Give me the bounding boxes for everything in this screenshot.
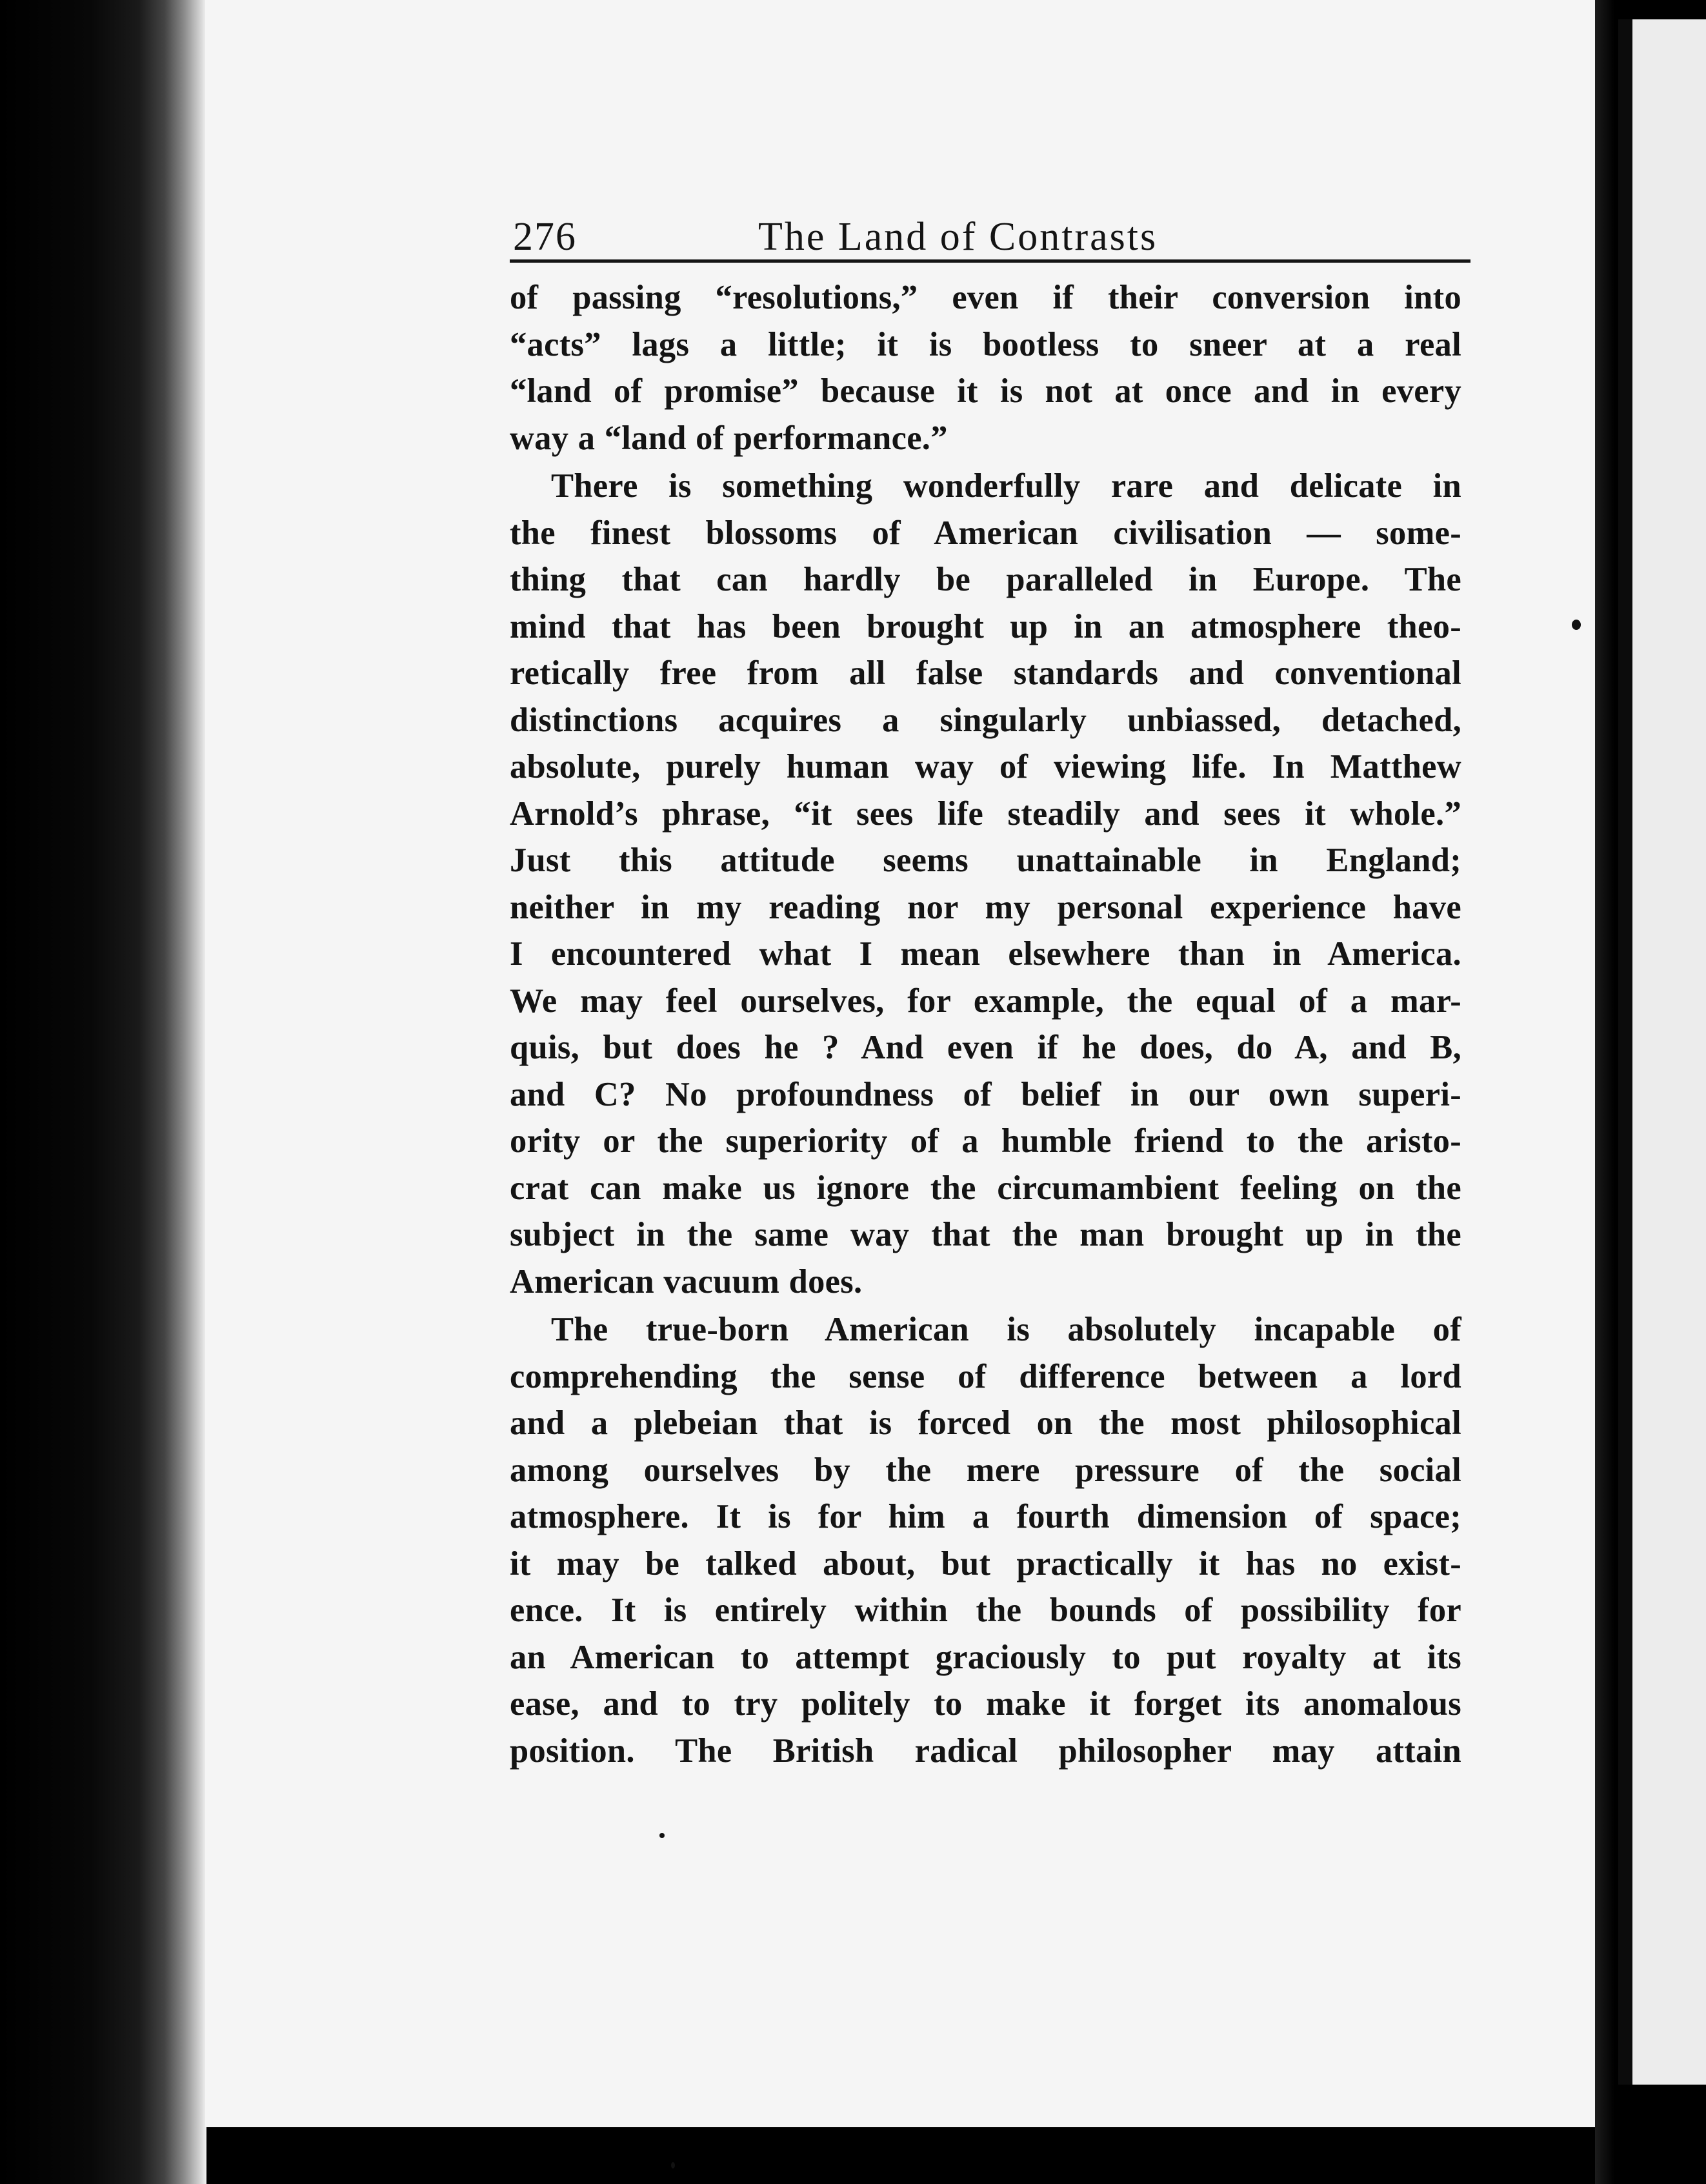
book-binding-shadow	[0, 0, 206, 2184]
text-line: crat can make us ignore the circumambient feeling on the	[510, 1169, 1461, 1207]
text-line: it may be talked about, but practically it has no exist-	[510, 1544, 1461, 1582]
text-line: atmosphere. It is for him a fourth dimension of space;	[510, 1498, 1461, 1535]
text-line: an American to attempt graciously to put royalty at its	[510, 1638, 1461, 1676]
text-line: retically free from all false standards and conventional	[510, 654, 1461, 692]
body-text	[510, 274, 1461, 1774]
text-line: I encountered what I mean elsewhere than in America.	[510, 935, 1461, 973]
text-line: The true-born American is absolutely incapable of	[551, 1311, 1461, 1348]
running-head	[510, 213, 1470, 263]
page-number: 276	[513, 215, 577, 259]
paragraph	[510, 463, 1461, 1305]
text-line: and a plebeian that is forced on the most philosophical	[510, 1404, 1461, 1442]
text-line: comprehending the sense of difference between a lord	[510, 1357, 1461, 1395]
text-line: way a “land of performance.”	[510, 419, 948, 457]
text-line: position. The British radical philosopher may attain	[510, 1732, 1461, 1770]
text-line: Arnold’s phrase, “it sees life steadily and sees it whole.”	[510, 794, 1461, 833]
text-line: among ourselves by the mere pressure of the social	[510, 1451, 1461, 1489]
text-line: ority or the superiority of a humble friend to the aristo-	[510, 1122, 1461, 1160]
running-head-title: The Land of Contrasts	[758, 215, 1158, 259]
adjacent-page-edge	[1618, 19, 1632, 2085]
text-line: neither in my reading nor my personal experience have	[510, 888, 1461, 926]
text-line: absolute, purely human way of viewing life. In Matthew	[510, 748, 1461, 785]
ink-speck	[1572, 620, 1581, 630]
text-line: ence. It is entirely within the bounds of possibility for	[510, 1592, 1461, 1629]
text-line: American vacuum does.	[510, 1262, 863, 1300]
text-line: the finest blossoms of American civilisation — some-	[510, 514, 1461, 552]
text-line: ease, and to try politely to make it forget its anomalous	[510, 1685, 1461, 1723]
adjacent-page-sheet	[1632, 19, 1706, 2085]
paragraph	[510, 1306, 1461, 1774]
text-line: of passing “resolutions,” even if their conversion into	[510, 279, 1461, 316]
page-gutter-shadow	[1595, 0, 1614, 2184]
text-line: mind that has been brought up in an atmosphere theo-	[510, 607, 1461, 645]
text-line: quis, but does he ? And even if he does, do A, and B,	[510, 1029, 1461, 1066]
text-line: distinctions acquires a singularly unbiassed, detached,	[510, 701, 1461, 739]
text-line: “acts” lags a little; it is bootless to sneer at a real	[510, 325, 1461, 363]
ink-speck	[671, 2162, 675, 2169]
ink-speck	[659, 1833, 665, 1838]
text-line: We may feel ourselves, for example, the equal of a mar-	[510, 982, 1461, 1020]
text-line: thing that can hardly be paralleled in Europe. The	[510, 561, 1461, 598]
text-line: There is something wonderfully rare and delicate in	[551, 467, 1461, 505]
text-line: Just this attitude seems unattainable in England;	[510, 842, 1461, 879]
text-line: “land of promise” because it is not at once and in every	[510, 372, 1461, 410]
page-content	[510, 213, 1461, 1775]
text-line: and C? No profoundness of belief in our own superi-	[510, 1075, 1461, 1113]
paragraph	[510, 274, 1461, 461]
text-line: subject in the same way that the man brought up in the	[510, 1216, 1461, 1253]
